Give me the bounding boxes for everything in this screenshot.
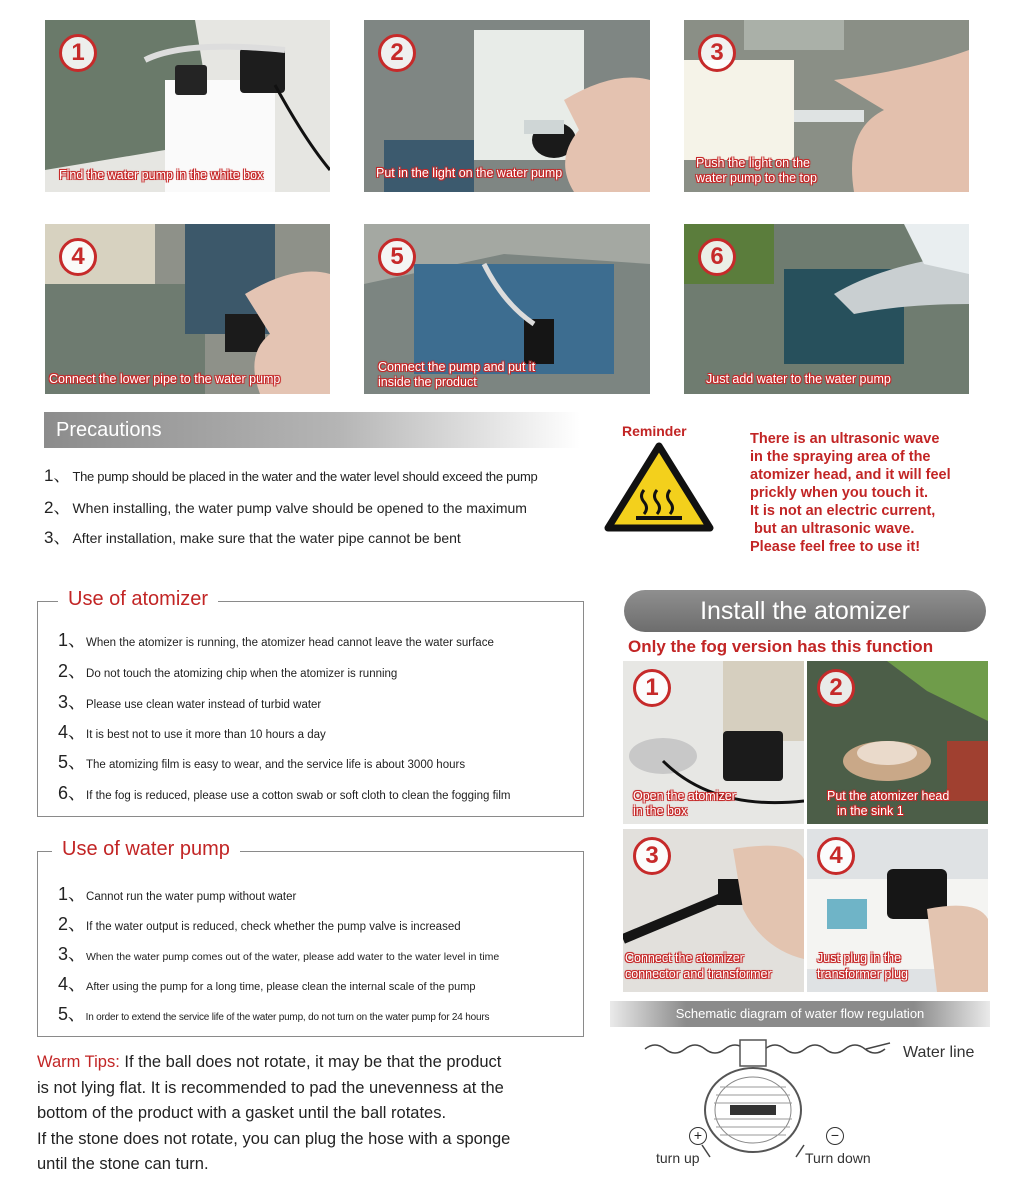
item-number: 4、 [58, 974, 87, 994]
precaution-1-text: The pump should be placed in the water and the water level should exceed the pump [72, 469, 538, 484]
warning-line: It is not an electric current, [750, 503, 936, 519]
atomizer-item-3 [58, 688, 321, 714]
item-number: 3、 [58, 944, 87, 964]
step-4-number: 4 [59, 238, 97, 276]
warning-line: atomizer head, and it will feel [750, 467, 951, 483]
warm-tips-line: until the stone can turn. [37, 1155, 209, 1173]
atomizer-item-5 [58, 748, 465, 774]
step-3-photo [684, 20, 969, 192]
precaution-3-number: 3、 [44, 528, 71, 547]
warm-tips-line: is not lying flat. It is recommended to pad the unevenness at the [37, 1078, 504, 1097]
install-step-2-caption-line-1: Put the atomizer head [827, 789, 950, 803]
warm-tips [37, 1050, 597, 1178]
install-step-1-photo [623, 661, 804, 824]
pump-usage-title: Use of water pump [52, 838, 240, 861]
install-step-3-photo [623, 829, 804, 992]
warm-tips-line: If the stone does not rotate, you can plug the hose with a sponge [37, 1129, 511, 1148]
install-step-2-number: 2 [817, 669, 855, 707]
pump-item-1 [58, 880, 296, 906]
step-1-photo [45, 20, 330, 192]
item-text: If the fog is reduced, please use a cotton swab or soft cloth to clean the fogging film [86, 790, 511, 802]
item-number: 1、 [58, 630, 87, 650]
warm-tips-line: If the ball does not rotate, it may be that the product [119, 1053, 502, 1071]
step-6-photo [684, 224, 969, 394]
item-number: 3、 [58, 692, 87, 712]
item-text: The atomizing film is easy to wear, and the service life is about 3000 hours [86, 759, 466, 771]
minus-symbol: − [826, 1127, 844, 1145]
warning-line: prickly when you touch it. [750, 485, 929, 501]
step-3-caption-line-2: water pump to the top [696, 171, 817, 185]
item-number: 6、 [58, 783, 87, 803]
install-step-1-caption-line-2: in the box [633, 804, 688, 818]
pump-item-3 [58, 940, 499, 966]
precaution-item-1 [44, 461, 537, 486]
step-5-caption-line-2: inside the product [378, 375, 477, 389]
precaution-item-2 [44, 493, 527, 518]
pump-item-4 [58, 970, 476, 996]
item-text: Do not touch the atomizing chip when the atomizer is running [86, 668, 398, 680]
step-5-number: 5 [378, 238, 416, 276]
install-step-3-caption-line-2: connector and transformer [625, 967, 772, 981]
turn-up-label: turn up [656, 1150, 700, 1166]
water-line-label: Water line [903, 1044, 975, 1061]
warning-line: Please feel free to use it! [750, 539, 921, 555]
pump-item-5 [58, 1000, 489, 1026]
precautions-title: Precautions [44, 412, 580, 448]
step-6-number: 6 [698, 238, 736, 276]
item-text: After using the pump for a long time, please clean the internal scale of the pump [86, 981, 476, 993]
turn-down-label: Turn down [805, 1150, 871, 1166]
item-text: Cannot run the water pump without water [86, 891, 297, 903]
hot-surface-warning-icon [604, 442, 714, 532]
precaution-1-number: 1、 [44, 466, 71, 485]
step-5-photo [364, 224, 650, 394]
atomizer-item-6 [58, 779, 511, 805]
item-text: If the water output is reduced, check whether the pump valve is increased [86, 921, 461, 933]
item-text: It is best not to use it more than 10 hours a day [86, 729, 326, 741]
item-text: Please use clean water instead of turbid water [86, 699, 322, 711]
precaution-2-text: When installing, the water pump valve should be opened to the maximum [72, 500, 527, 516]
step-2-caption: Put in the light on the water pump [376, 166, 563, 180]
install-step-3-number: 3 [633, 837, 671, 875]
atomizer-usage-title: Use of atomizer [58, 588, 218, 611]
fog-version-note: Only the fog version has this function [628, 637, 934, 656]
install-atomizer-title: Install the atomizer [624, 590, 986, 632]
item-number: 2、 [58, 661, 87, 681]
precaution-item-3 [44, 523, 461, 548]
pump-item-2 [58, 910, 461, 936]
install-step-1-number: 1 [633, 669, 671, 707]
step-2-number: 2 [378, 34, 416, 72]
ultrasonic-warning-text [750, 430, 1000, 556]
install-step-4-photo [807, 829, 988, 992]
step-4-caption: Connect the lower pipe to the water pump [49, 372, 281, 386]
precaution-2-number: 2、 [44, 498, 71, 517]
install-step-2-caption-line-2: in the sink 1 [837, 804, 904, 818]
step-2-photo [364, 20, 650, 192]
warning-line: There is an ultrasonic wave [750, 431, 940, 447]
step-4-photo [45, 224, 330, 394]
item-text: When the water pump comes out of the water, please add water to the water level in time [86, 951, 500, 963]
step-6-caption: Just add water to the water pump [706, 372, 891, 386]
atomizer-item-4 [58, 718, 326, 744]
step-1-caption: Find the water pump in the white box [59, 168, 264, 182]
install-step-4-caption-line-2: transformer plug [817, 967, 909, 981]
warm-tips-line: bottom of the product with a gasket until the ball rotates. [37, 1104, 447, 1122]
item-text: When the atomizer is running, the atomizer head cannot leave the water surface [86, 637, 494, 649]
precaution-3-text: After installation, make sure that the water pipe cannot be bent [72, 530, 461, 546]
item-number: 5、 [58, 752, 87, 772]
atomizer-item-2 [58, 657, 397, 683]
step-3-caption-line-1: Push the light on the [696, 156, 810, 170]
item-number: 4、 [58, 722, 87, 742]
atomizer-item-1 [58, 626, 494, 652]
schematic-title: Schematic diagram of water flow regulation [610, 1001, 990, 1027]
warm-tips-heading: Warm Tips: [37, 1053, 120, 1071]
step-5-caption-line-1: Connect the pump and put it [378, 360, 536, 374]
reminder-label: Reminder [622, 423, 687, 439]
step-3-number: 3 [698, 34, 736, 72]
item-text: In order to extend the service life of the water pump, do not turn on the water pump for 24 hours [85, 1012, 490, 1023]
step-1-number: 1 [59, 34, 97, 72]
install-step-2-photo [807, 661, 988, 824]
item-number: 5、 [58, 1004, 86, 1024]
install-step-1-caption-line-1: Open the atomizer [633, 789, 736, 803]
warning-line: in the spraying area of the [750, 449, 931, 465]
install-step-3-caption-line-1: Connect the atomizer [625, 951, 744, 965]
install-step-4-caption-line-1: Just plug in the [817, 951, 902, 965]
warning-line: but an ultrasonic wave. [750, 521, 915, 537]
item-number: 1、 [58, 884, 87, 904]
install-step-4-number: 4 [817, 837, 855, 875]
plus-symbol: + [689, 1127, 707, 1145]
item-number: 2、 [58, 914, 87, 934]
